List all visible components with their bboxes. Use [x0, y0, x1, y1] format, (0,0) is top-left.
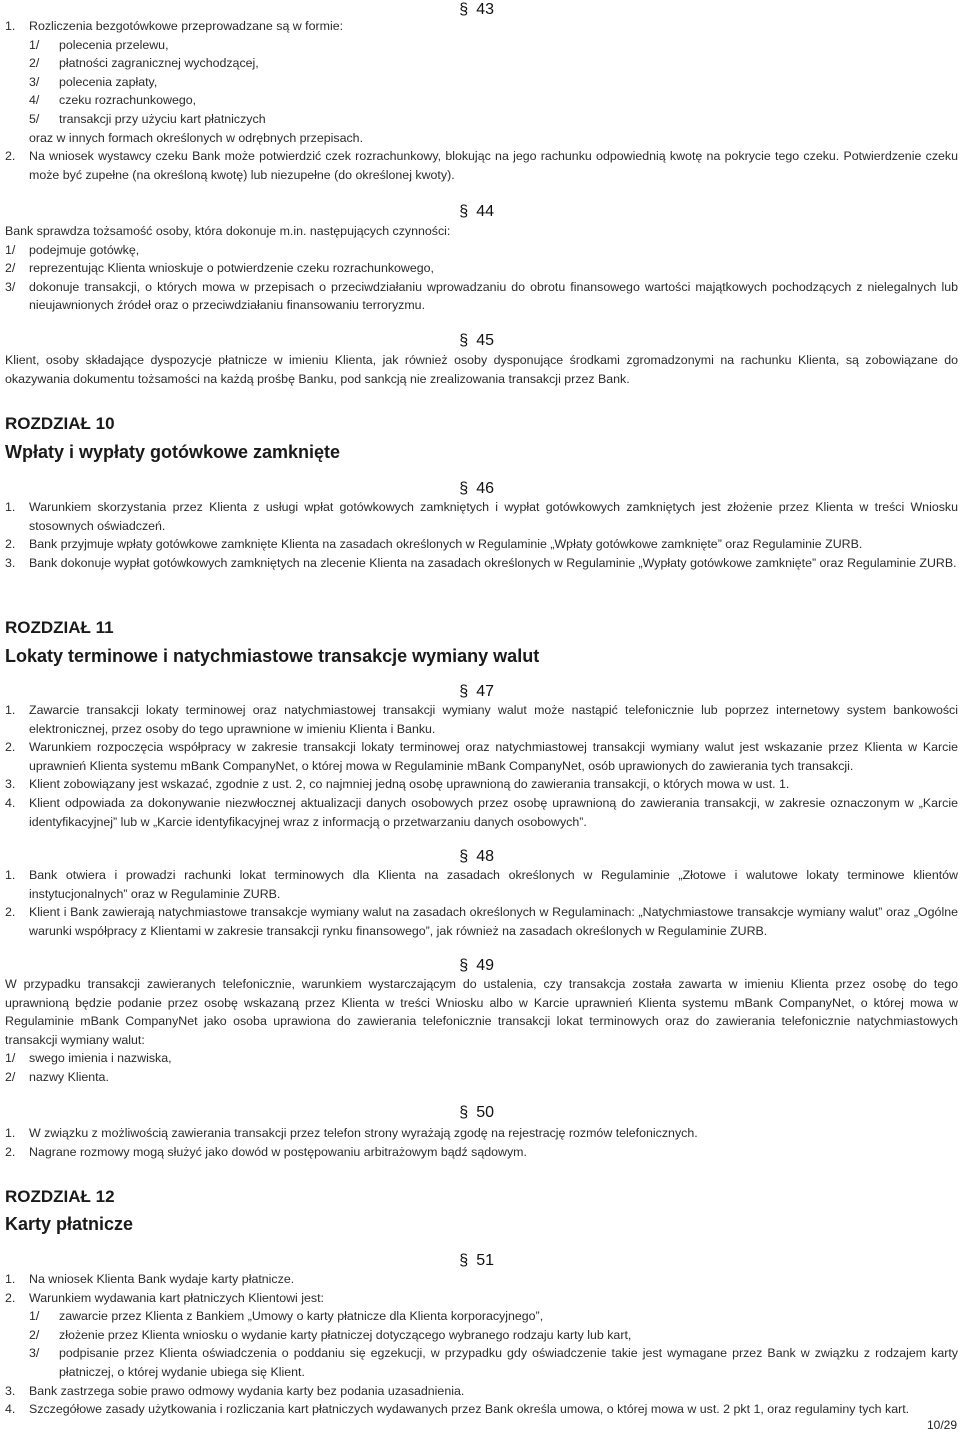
paragraph-item: 2. Bank przyjmuje wpłaty gotówkowe zamknięte Klienta na zasadach określonych w Regulaminie „Wpłaty gotówkowe zamknięte” oraz Regulaminie ZURB. [5, 537, 863, 552]
sub-item: 1/ zawarcie przez Klienta z Bankiem „Umowy o karty płatnicze dla Klienta korporacyjnego”, [29, 1309, 544, 1324]
section-48 [5, 866, 958, 940]
page-number: 10/29 [926, 1418, 957, 1432]
sub-item: 3/ polecenia zapłaty, [29, 74, 158, 89]
section-45-text: Klient, osoby składające dyspozycje płatnicze w imieniu Klienta, jak również osoby dysponujące środkami zgromadzonymi na rachunku Klienta, są zobowiązane do okazywania dokumentu tożsamości na każdą prośbę Banku, pod sankcją nie zrealizowania transakcji przez Bank. [5, 353, 958, 386]
section-46 [5, 498, 958, 572]
paragraph-item: 1. Na wniosek Klienta Bank wydaje karty płatnicze. [5, 1272, 295, 1286]
section-50 [5, 1124, 958, 1161]
paragraph-item: 1. W związku z możliwością zawierania transakcji przez telefon strony wyrażają zgodę na rejestrację rozmów telefonicznych. [5, 1126, 698, 1140]
section-51-heading: § 51 [459, 1252, 494, 1269]
section-49 [5, 975, 958, 1087]
sub-item: 3/ podpisanie przez Klienta oświadczenia o poddaniu się egzekucji, w przypadku gdy oświadczenie takie jest wymagane przez Bank w związku z rodzajem karty płatniczej, o której wydanie ubiega się Klient. [29, 1346, 958, 1379]
paragraph-tail: oraz w innych formach określonych w odrębnych przepisach. [29, 130, 364, 145]
section-46-heading: § 46 [459, 480, 494, 497]
section-50-heading: § 50 [459, 1104, 494, 1121]
section-44-heading: § 44 [459, 203, 494, 220]
paragraph: W przypadku transakcji zawieranych telefonicznie, warunkiem wystarczającym do ustalenia, czy transakcja została zawarta w imieniu Klienta przez osobę do tego uprawnioną będzie podanie przez osobę wskazaną przez Klienta w treści Wniosku albo w Karcie uprawnień Klienta systemu mBank CompanyNet, o której mowa w Regulaminie mBank CompanyNet jako osoba uprawiona do zawierania telefonicznie transakcji lokat terminowych oraz do zawierania telefonicznie natychmiastowych transakcji wymiany walut: [5, 977, 958, 1047]
paragraph-item: 2. Klient i Bank zawierają natychmiastowe transakcje wymiany walut na zasadach określonych w Regulaminach: „Natychmiastowe transakcje wymiany walut” oraz „Ogólne warunki współpracy z Klientami w zakresie transakcji rynku finansowego”, jak również na zasadach określonych w Regulaminie ZURB. [5, 905, 958, 938]
chapter-11-title: Lokaty terminowe i natychmiastowe transakcje wymiany walut [5, 646, 540, 666]
paragraph-item: 1. Rozliczenia bezgotówkowe przeprowadzane są w formie: [5, 19, 344, 33]
sub-item: 2/ złożenie przez Klienta wniosku o wydanie karty płatniczej dotyczącego wybranego rodzaju karty lub kart, [29, 1327, 632, 1342]
chapter-10-label: ROZDZIAŁ 10 [5, 414, 115, 433]
paragraph-item: 1. Zawarcie transakcji lokaty terminowej oraz natychmiastowej transakcji wymiany walut może nastąpić telefonicznie lub poprzez internetowy system bankowości elektronicznej, przez osoby do tego uprawnione w imieniu Klienta i Banku. [5, 703, 958, 736]
sub-item: 3/ dokonuje transakcji, o których mowa w przepisach o przeciwdziałaniu wprowadzaniu do obrotu finansowego wartości majątkowych pochodzących z nielegalnych lub nieujawnionych źródeł oraz o przeciwdziałaniu finansowaniu terroryzmu. [5, 279, 958, 313]
paragraph-item: 3. Klient zobowiązany jest wskazać, zgodnie z ust. 2, co najmniej jedną osobę uprawnioną do zawierania transakcji, o których mowa w ust. 1. [5, 777, 790, 792]
section-48-heading: § 48 [459, 848, 494, 865]
paragraph: Bank sprawdza tożsamość osoby, która dokonuje m.in. następujących czynności: [5, 224, 451, 238]
section-47-heading: § 47 [459, 683, 494, 700]
paragraph-item: 3. Bank zastrzega sobie prawo odmowy wydania karty bez podania uzasadnienia. [5, 1383, 465, 1398]
sub-item: 5/ transakcji przy użyciu kart płatniczych [29, 111, 266, 126]
section-51 [5, 1270, 958, 1419]
section-49-heading: § 49 [459, 957, 494, 974]
sub-item: 4/ czeku rozrachunkowego, [29, 93, 197, 108]
chapter-11-label: ROZDZIAŁ 11 [5, 618, 114, 637]
paragraph-item: 4. Szczegółowe zasady użytkowania i rozliczania kart płatniczych wydawanych przez Bank określa umowa, o której mowa w ust. 2 pkt 1, oraz regulaminy tych kart. [5, 1402, 910, 1417]
paragraph-item: 1. Bank otwiera i prowadzi rachunki lokat terminowych dla Klienta na zasadach określonych w Regulaminie „Złotowe i walutowe lokaty terminowe klientów instytucjonalnych” oraz w Regulaminie ZURB. [5, 868, 958, 901]
paragraph-item: 2. Na wniosek wystawcy czeku Bank może potwierdzić czek rozrachunkowy, blokując na jego rachunku odpowiednią kwotę na pokrycie tego czeku. Potwierdzenie czeku może być zupełne (na określoną kwotę) lub niezupełne (do określonej kwoty). [5, 149, 958, 182]
paragraph-item: 2. Warunkiem rozpoczęcia współpracy w zakresie transakcji lokaty terminowej oraz natychmiastowej transakcji wymiany walut jest wskazanie przez Klienta w Karcie uprawnień Klienta systemu mBank CompanyNet, o której mowa w Regulaminie mBank CompanyNet, osób uprawionych do zawierania tych transakcji. [5, 740, 958, 773]
paragraph-item: 2. Nagrane rozmowy mogą służyć jako dowód w postępowaniu arbitrażowym bądź sądowym. [5, 1144, 527, 1159]
section-45-heading: § 45 [459, 332, 494, 349]
paragraph-item: 2. Warunkiem wydawania kart płatniczych Klientowi jest: [5, 1290, 324, 1305]
section-47 [5, 701, 958, 831]
chapter-12-label: ROZDZIAŁ 12 [5, 1187, 115, 1206]
paragraph-item: 3. Bank dokonuje wypłat gotówkowych zamkniętych na zlecenie Klienta na zasadach określonych w Regulaminie „Wypłaty gotówkowe zamknięte” oraz Regulaminie ZURB. [5, 555, 957, 570]
sub-item: 2/ nazwy Klienta. [5, 1069, 109, 1084]
chapter-12-title: Karty płatnicze [5, 1214, 134, 1234]
sub-item: 2/ reprezentując Klienta wnioskuje o potwierdzenie czeku rozrachunkowego, [5, 261, 434, 276]
sub-item: 2/ płatności zagranicznej wychodzącej, [29, 56, 259, 71]
section-43 [5, 17, 958, 184]
sub-item: 1/ podejmuje gotówkę, [5, 242, 140, 257]
paragraph-item: 4. Klient odpowiada za dokonywanie niezwłocznej aktualizacji danych osobowych przez osobę uprawnioną do zawierania transakcji, w zakresie oznaczonym w „Karcie identyfikacyjnej” lub w „Karcie identyfikacyjnej wraz z informacją o przetwarzaniu danych osobowych”. [5, 795, 958, 829]
chapter-10-title: Wpłaty i wypłaty gotówkowe zamknięte [5, 442, 341, 462]
sub-item: 1/ swego imienia i nazwiska, [5, 1051, 172, 1066]
section-43-heading: § 43 [459, 1, 494, 18]
paragraph-item: 1. Warunkiem skorzystania przez Klienta z usługi wpłat gotówkowych zamkniętych i wypłat gotówkowych zamkniętych jest złożenie przez Klienta w treści Wniosku stosownych oświadczeń. [5, 500, 958, 533]
sub-item: 1/ polecenia przelewu, [29, 37, 169, 52]
section-44 [5, 222, 958, 315]
